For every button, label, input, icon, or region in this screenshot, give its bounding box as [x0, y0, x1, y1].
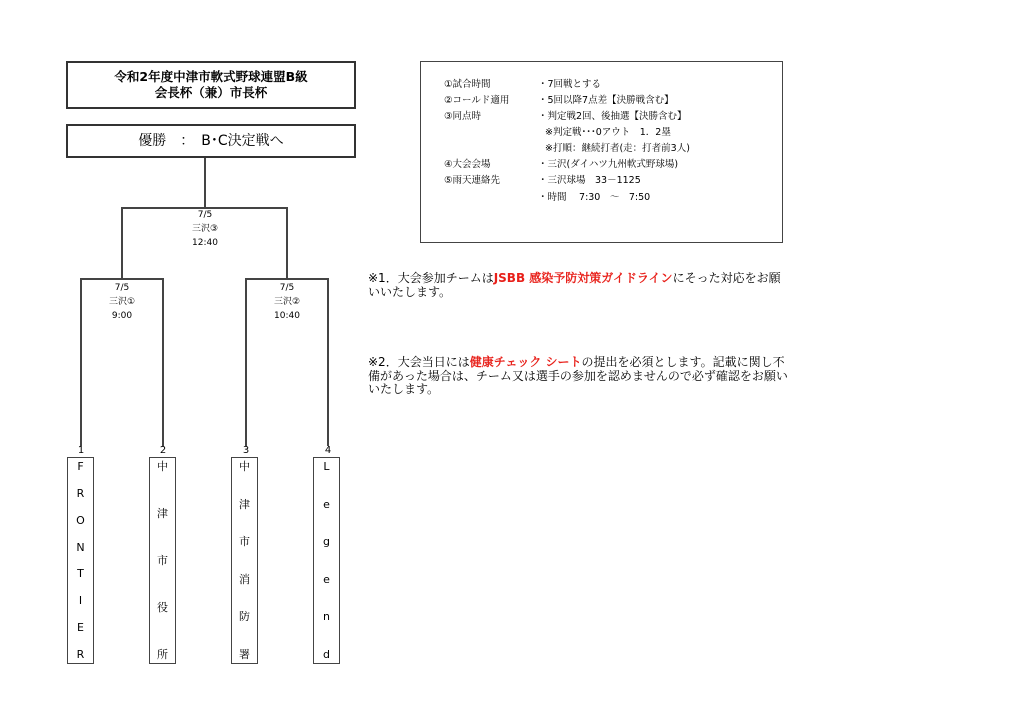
semi1-match-info — [82, 283, 162, 325]
team-char: e — [323, 572, 330, 586]
bracket-line — [121, 207, 123, 279]
team-number: 3 — [242, 445, 250, 456]
team-char: 署 — [239, 647, 250, 661]
team-char: 役 — [157, 601, 168, 614]
rule-value: ・時間 7:30 ～ 7:50 — [538, 192, 651, 203]
note-2 — [368, 356, 788, 397]
winner-label: 優勝 ： B･C決定戦へ — [138, 133, 284, 149]
final-match-info — [165, 210, 245, 252]
team-box-frontier — [67, 457, 94, 664]
rule-value: ※判定戦･･･0アウト 1．2塁 — [545, 127, 671, 138]
team-char: 中 — [239, 460, 250, 473]
bracket-line — [327, 278, 329, 446]
note-text: にそった対応をお願いいたします。 — [368, 271, 781, 299]
note-text: ※1．大会参加チームは — [368, 271, 494, 285]
semi2-match-info — [247, 283, 327, 325]
match-date: 7/5 — [197, 210, 213, 220]
team-char: 中 — [157, 460, 168, 473]
team-char: e — [323, 497, 330, 511]
note-highlight: JSBB 感染予防対策ガイドライン — [493, 271, 673, 285]
match-venue: 三沢② — [273, 297, 301, 307]
team-char: 市 — [239, 535, 250, 549]
tournament-title-line2: 会長杯（兼）市長杯 — [154, 85, 268, 100]
team-char: R — [76, 647, 85, 661]
team-char: g — [323, 535, 330, 549]
team-char: 市 — [157, 554, 168, 567]
team-char: n — [323, 610, 330, 624]
note-text: ※2．大会当日には — [368, 355, 470, 369]
team-box-nakatsu-fire-dept — [231, 457, 258, 664]
team-number: 4 — [324, 445, 332, 456]
tournament-title-box — [66, 61, 356, 109]
bracket-line — [245, 278, 328, 280]
rule-value: ・判定戦2回、後抽選【決勝含む】 — [538, 111, 687, 122]
note-text: の提出を必須とします。記載に関し不備があった場合は、チーム又は選手の参加を認めませんので必ず確認をお願いいたします。 — [368, 355, 788, 396]
rule-label: ③同点時 — [444, 111, 482, 122]
bracket-line — [162, 278, 164, 446]
team-char: 津 — [157, 507, 168, 520]
team-box-nakatsu-city-hall — [149, 457, 176, 664]
bracket-line — [286, 207, 288, 279]
team-char: 防 — [239, 610, 250, 624]
team-char: 津 — [239, 497, 250, 511]
note-1 — [368, 272, 788, 299]
team-char: 消 — [239, 572, 250, 586]
winner-box — [66, 124, 356, 158]
rule-value: ※打順：継続打者(走：打者前3人) — [545, 143, 690, 154]
team-char: I — [78, 594, 83, 608]
team-char: R — [76, 486, 85, 500]
team-char: E — [77, 621, 84, 635]
team-number: 2 — [159, 445, 167, 456]
team-char: O — [76, 513, 85, 527]
rule-value: ・三沢球場 33－1125 — [538, 175, 641, 186]
rule-label: ①試合時間 — [444, 79, 491, 90]
tournament-title-line1: 令和2年度中津市軟式野球連盟B級 — [114, 69, 308, 84]
team-char: F — [77, 460, 84, 473]
rule-value: ・7回戦とする — [538, 79, 602, 90]
match-date: 7/5 — [114, 283, 130, 293]
bracket-line — [204, 158, 206, 208]
match-time: 10:40 — [274, 311, 300, 321]
match-date: 7/5 — [279, 283, 295, 293]
match-time: 12:40 — [192, 238, 218, 248]
bracket-line — [121, 207, 287, 209]
rule-value: ・三沢(ダイハツ九州軟式野球場) — [538, 159, 679, 170]
rule-label: ④大会会場 — [444, 159, 491, 170]
rule-label: ②コールド適用 — [444, 95, 510, 106]
rule-value: ・5回以降7点差【決勝戦含む】 — [538, 95, 674, 106]
team-char: T — [77, 567, 84, 581]
team-char: d — [323, 647, 330, 661]
team-char: L — [323, 460, 330, 473]
match-time: 9:00 — [111, 311, 133, 321]
match-venue: 三沢① — [108, 297, 136, 307]
team-box-legend — [313, 457, 340, 664]
bracket-line — [80, 278, 163, 280]
team-char: N — [76, 540, 85, 554]
team-char: 所 — [157, 648, 168, 661]
match-venue: 三沢③ — [191, 224, 219, 234]
note-highlight: 健康チェック シート — [469, 355, 582, 369]
rule-label: ⑤雨天連絡先 — [444, 175, 501, 186]
team-number: 1 — [77, 445, 85, 456]
